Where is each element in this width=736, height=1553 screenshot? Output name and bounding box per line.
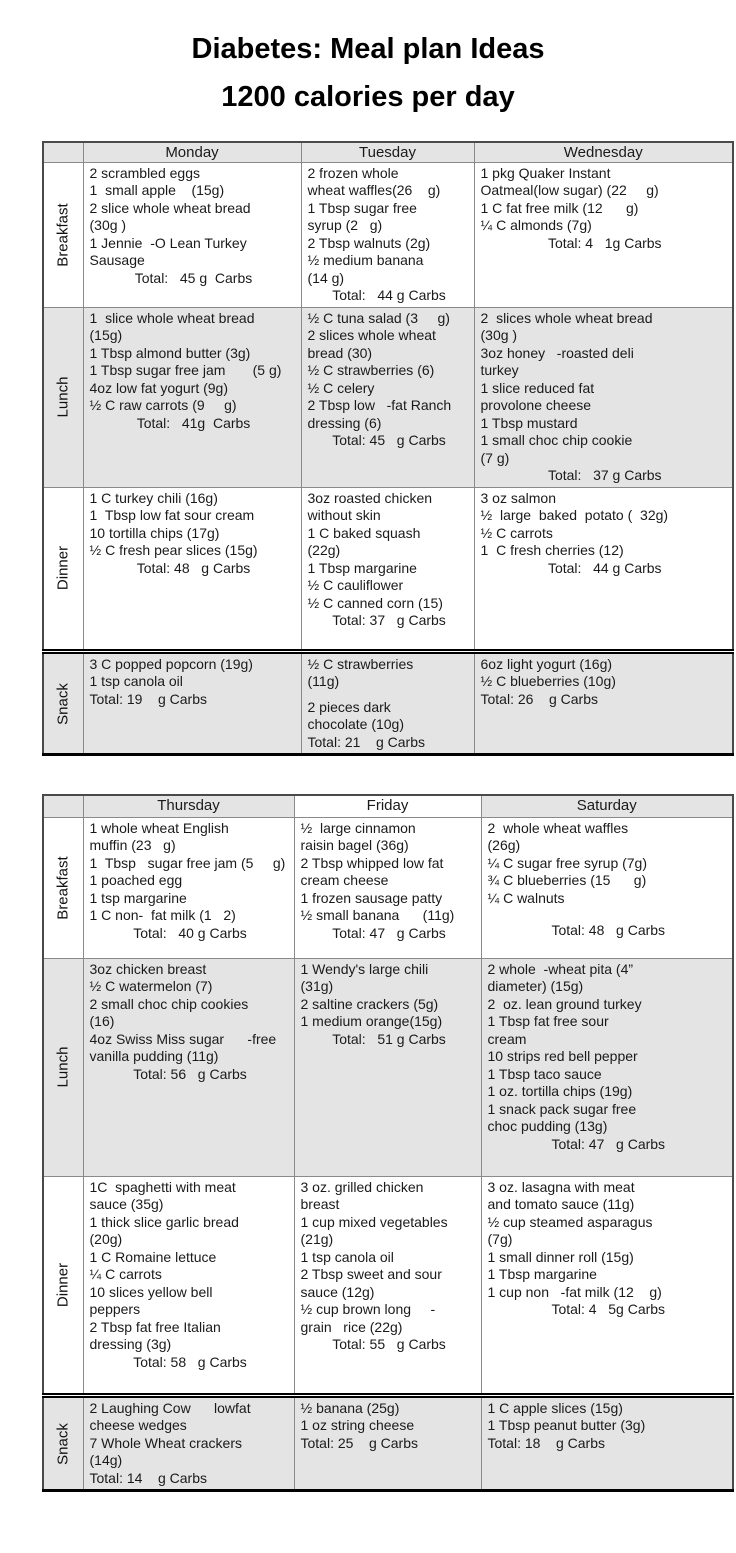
- meal-item: dressing (3g): [89, 1336, 172, 1353]
- meal-item: 1 whole wheat English: [89, 819, 229, 836]
- meal-item: 1 Tbsp margarine: [307, 559, 417, 576]
- row-label-breakfast: Breakfast: [54, 203, 72, 267]
- meal-item: 1 C fat free milk (12 g): [480, 199, 639, 216]
- total-carbs: Total: 26 g Carbs: [480, 690, 599, 707]
- wednesday-dinner-cell: [474, 487, 733, 651]
- meal-item: (15g): [89, 327, 123, 344]
- meal-item: ½ C canned corn (15): [307, 594, 443, 611]
- total-carbs: Total: 18 g Carbs: [487, 1434, 606, 1451]
- meal-item: 1 Tbsp sugar free jam (5 g): [89, 362, 282, 379]
- row-label-snack: Snack: [54, 1422, 72, 1465]
- meal-item: ¼ C carrots: [89, 1266, 162, 1283]
- row-label-cell: [43, 487, 83, 651]
- meal-item: cream cheese: [300, 872, 389, 889]
- meal-item: and tomato sauce (11g): [487, 1196, 635, 1213]
- meal-item: 2 frozen whole: [307, 164, 399, 181]
- wednesday-breakfast-cell: [474, 162, 733, 307]
- meal-item: 1 slice whole wheat bread: [89, 309, 255, 326]
- meal-item: 3 C popped popcorn (19g): [89, 655, 253, 672]
- total-carbs: Total: 51 g Carbs: [332, 1030, 446, 1047]
- meal-item: muffin (23 g): [89, 837, 176, 854]
- total-carbs: Total: 37 g Carbs: [332, 612, 446, 629]
- row-label-cell: [43, 651, 83, 755]
- wednesday-lunch-cell: [474, 307, 733, 487]
- meal-item: 1 small apple (15g): [89, 182, 225, 199]
- meal-item: 1 Tbsp mustard: [480, 414, 578, 431]
- row-label-snack: Snack: [54, 682, 72, 725]
- meal-item: 2 saltine crackers (5g): [300, 995, 439, 1012]
- monday-breakfast-cell: [83, 162, 301, 307]
- meal-item: 1 Tbsp peanut butter (3g): [487, 1417, 646, 1434]
- meal-item: 10 slices yellow bell: [89, 1283, 213, 1300]
- saturday-snack-cell: [481, 1395, 733, 1491]
- meal-item: 2 Tbsp fat free Italian: [89, 1318, 221, 1335]
- meal-item: (21g): [300, 1231, 334, 1248]
- total-carbs: Total: 44 g Carbs: [332, 287, 446, 304]
- meal-item: cream: [487, 1030, 527, 1047]
- meal-item: 7 Whole Wheat crackers: [89, 1434, 242, 1451]
- monday-dinner-cell: [83, 487, 301, 651]
- thursday-snack-cell: [83, 1395, 294, 1491]
- meal-item: 1 Tbsp fat free sour: [487, 1013, 609, 1030]
- meal-item: ½ cup brown long -: [300, 1301, 436, 1318]
- meal-item: 1 poached egg: [89, 872, 183, 889]
- day-header-thursday: Thursday: [83, 795, 294, 817]
- meal-item: provolone cheese: [480, 397, 592, 414]
- saturday-lunch-cell: [481, 958, 733, 1176]
- meal-plan-table: [42, 141, 734, 757]
- total-carbs: Total: 55 g Carbs: [332, 1336, 446, 1353]
- meal-item: ½ C watermelon (7): [89, 978, 213, 995]
- meal-item: (14 g): [307, 269, 345, 286]
- row-label-cell: [43, 817, 83, 958]
- meal-item: ½ large cinnamon: [300, 819, 416, 836]
- meal-item: 1 Tbsp margarine: [487, 1266, 597, 1283]
- meal-item: 1 tsp canola oil: [89, 673, 183, 690]
- meal-item: ½ C raw carrots (9 g): [89, 397, 237, 414]
- meal-item: 3 oz. grilled chicken: [300, 1178, 424, 1195]
- meal-item: 2 Tbsp whipped low fat: [300, 854, 444, 871]
- meal-item: 1 Jennie -O Lean Turkey: [89, 234, 247, 251]
- total-carbs: Total: 45 g Carbs: [134, 269, 253, 286]
- meal-item: ½ C fresh pear slices (15g): [89, 542, 258, 559]
- meal-item: (30g ): [89, 217, 127, 234]
- meal-item: ½ C strawberries: [307, 655, 414, 672]
- meal-item: grain rice (22g): [300, 1318, 403, 1335]
- meal-item: (7 g): [480, 449, 510, 466]
- page-subtitle: 1200 calories per day: [221, 81, 515, 114]
- row-label-cell: [43, 307, 83, 487]
- total-carbs: Total: 4 1g Carbs: [547, 234, 662, 251]
- meal-table-2: [42, 794, 736, 1492]
- total-carbs: Total: 4 5g Carbs: [551, 1301, 666, 1318]
- tuesday-snack-cell: [301, 651, 474, 755]
- meal-item: diameter) (15g): [487, 978, 584, 995]
- total-carbs: Total: 45 g Carbs: [332, 432, 446, 449]
- meal-item: 1 thick slice garlic bread: [89, 1213, 239, 1230]
- total-carbs: Total: 47 g Carbs: [332, 924, 446, 941]
- meal-item: 2 pieces dark: [307, 698, 391, 715]
- meal-item: (14g): [89, 1452, 123, 1469]
- meal-item: wheat waffles(26 g): [307, 182, 441, 199]
- corner-cell: [43, 795, 83, 817]
- meal-item: breast: [300, 1196, 340, 1213]
- meal-item: (22g): [307, 542, 341, 559]
- meal-plan-table: [42, 794, 734, 1492]
- meal-item: Sausage: [89, 252, 145, 269]
- day-header-friday: Friday: [294, 795, 481, 817]
- meal-item: 6oz light yogurt (16g): [480, 655, 613, 672]
- day-header-monday: Monday: [83, 142, 301, 163]
- meal-item: sauce (35g): [89, 1196, 164, 1213]
- total-carbs: Total: 48 g Carbs: [551, 922, 666, 939]
- meal-item: 1 C turkey chili (16g): [89, 489, 218, 506]
- meal-item: 3 oz. lasagna with meat: [487, 1178, 635, 1195]
- friday-snack-cell: [294, 1395, 481, 1491]
- meal-item: 1 tsp canola oil: [300, 1248, 394, 1265]
- meal-item: 1 tsp margarine: [89, 889, 187, 906]
- thursday-breakfast-cell: [83, 817, 294, 958]
- meal-table-1: [42, 141, 736, 757]
- meal-item: 2 Tbsp sweet and sour: [300, 1266, 442, 1283]
- meal-item: syrup (2 g): [307, 217, 383, 234]
- meal-item: ¾ C blueberries (15 g): [487, 872, 647, 889]
- meal-item: cheese wedges: [89, 1417, 187, 1434]
- friday-lunch-cell: [294, 958, 481, 1176]
- meal-item: 1 C fresh cherries (12): [480, 542, 624, 559]
- meal-item: 1 pkg Quaker Instant: [480, 164, 611, 181]
- day-header-wednesday: Wednesday: [474, 142, 733, 163]
- meal-item: 1C spaghetti with meat: [89, 1178, 236, 1195]
- total-carbs: Total: 41g Carbs: [136, 414, 251, 431]
- meal-item: chocolate (10g): [307, 716, 405, 733]
- row-label-cell: [43, 958, 83, 1176]
- meal-item: 1 Wendy's large chili: [300, 960, 429, 977]
- day-header-saturday: Saturday: [481, 795, 733, 817]
- page-title: Diabetes: Meal plan Ideas: [191, 33, 545, 65]
- saturday-dinner-cell: [481, 1176, 733, 1395]
- meal-item: choc pudding (13g): [487, 1118, 608, 1135]
- meal-item: (30g ): [480, 327, 518, 344]
- meal-item: 1 medium orange(15g): [300, 1013, 443, 1030]
- meal-item: 4oz Swiss Miss sugar -free: [89, 1030, 277, 1047]
- meal-item: 1 C apple slices (15g): [487, 1399, 623, 1416]
- meal-item: 2 slices whole wheat: [307, 327, 436, 344]
- meal-item: 1 slice reduced fat: [480, 379, 595, 396]
- total-carbs: Total: 40 g Carbs: [133, 924, 247, 941]
- meal-item: peppers: [89, 1301, 141, 1318]
- meal-item: 2 whole wheat waffles: [487, 819, 629, 836]
- row-label-cell: [43, 1176, 83, 1395]
- meal-item: ½ large baked potato ( 32g): [480, 507, 669, 524]
- meal-item: 1 cup non -fat milk (12 g): [487, 1283, 662, 1300]
- thursday-lunch-cell: [83, 958, 294, 1176]
- saturday-breakfast-cell: [481, 817, 733, 958]
- total-carbs: Total: 19 g Carbs: [89, 690, 208, 707]
- meal-item: (26g): [487, 837, 521, 854]
- total-carbs: Total: 48 g Carbs: [136, 559, 251, 576]
- meal-item: ½ small banana (11g): [300, 907, 455, 924]
- meal-item: 1 small dinner roll (15g): [487, 1248, 634, 1265]
- meal-item: ¼ C walnuts: [487, 889, 565, 906]
- meal-item: (7g): [487, 1231, 513, 1248]
- meal-item: 3oz roasted chicken: [307, 489, 433, 506]
- meal-item: 3 oz salmon: [480, 489, 556, 506]
- thursday-dinner-cell: [83, 1176, 294, 1395]
- meal-item: 1 Tbsp sugar free jam (5 g): [89, 854, 286, 871]
- meal-item: 2 slices whole wheat bread: [480, 309, 653, 326]
- meal-item: ¼ C sugar free syrup (7g): [487, 854, 648, 871]
- row-label-cell: [43, 1395, 83, 1491]
- meal-item: ½ C tuna salad (3 g): [307, 309, 450, 326]
- meal-item: (11g): [307, 673, 340, 690]
- meal-item: sauce (12g): [300, 1283, 375, 1300]
- row-label-lunch: Lunch: [54, 1046, 72, 1088]
- friday-dinner-cell: [294, 1176, 481, 1395]
- row-label-lunch: Lunch: [54, 376, 72, 418]
- corner-cell: [43, 142, 83, 163]
- tuesday-dinner-cell: [301, 487, 474, 651]
- meal-item: 1 Tbsp taco sauce: [487, 1065, 602, 1082]
- tuesday-lunch-cell: [301, 307, 474, 487]
- meal-item: ¼ C almonds (7g): [480, 217, 592, 234]
- meal-item: dressing (6): [307, 414, 382, 431]
- meal-item: 1 frozen sausage patty: [300, 889, 443, 906]
- meal-item: 10 strips red bell pepper: [487, 1048, 638, 1065]
- meal-item: 2 scrambled eggs: [89, 164, 201, 181]
- meal-item: 4oz low fat yogurt (9g): [89, 379, 229, 396]
- total-carbs: Total: 56 g Carbs: [133, 1065, 247, 1082]
- meal-item: 1 C Romaine lettuce: [89, 1248, 217, 1265]
- meal-item: 1 cup mixed vegetables: [300, 1213, 448, 1230]
- meal-item: 1 snack pack sugar free: [487, 1100, 637, 1117]
- meal-item: turkey: [480, 362, 519, 379]
- meal-item: 2 Laughing Cow lowfat: [89, 1399, 251, 1416]
- row-label-dinner: Dinner: [54, 1262, 72, 1307]
- meal-item: 2 Tbsp walnuts (2g): [307, 234, 431, 251]
- meal-item: 1 C non- fat milk (1 2): [89, 907, 236, 924]
- meal-item: 2 small choc chip cookies: [89, 995, 249, 1012]
- total-carbs: Total: 47 g Carbs: [551, 1135, 666, 1152]
- meal-item: Oatmeal(low sugar) (22 g): [480, 182, 659, 199]
- meal-item: ½ C celery: [307, 379, 375, 396]
- total-carbs: Total: 14 g Carbs: [89, 1469, 208, 1486]
- meal-item: bread (30): [307, 344, 373, 361]
- total-carbs: Total: 21 g Carbs: [307, 733, 426, 750]
- meal-item: 1 Tbsp almond butter (3g): [89, 344, 251, 361]
- wednesday-snack-cell: [474, 651, 733, 755]
- meal-item: 3oz chicken breast: [89, 960, 207, 977]
- meal-item: 10 tortilla chips (17g): [89, 524, 220, 541]
- meal-item: (31g): [300, 978, 334, 995]
- monday-snack-cell: [83, 651, 301, 755]
- meal-item: ½ banana (25g): [300, 1399, 400, 1416]
- meal-item: ½ C strawberries (6): [307, 362, 435, 379]
- meal-item: without skin: [307, 507, 381, 524]
- row-label-dinner: Dinner: [54, 546, 72, 591]
- meal-item: 1 Tbsp low fat sour cream: [89, 507, 255, 524]
- meal-item: (16): [89, 1013, 115, 1030]
- meal-item: 2 slice whole wheat bread: [89, 199, 251, 216]
- meal-item: ½ C blueberries (10g): [480, 673, 616, 690]
- meal-item: 2 oz. lean ground turkey: [487, 995, 642, 1012]
- meal-item: ½ cup steamed asparagus: [487, 1213, 653, 1230]
- meal-item: ½ medium banana: [307, 252, 424, 269]
- meal-item: 1 Tbsp sugar free: [307, 199, 417, 216]
- meal-item: 2 Tbsp low -fat Ranch: [307, 397, 452, 414]
- total-carbs: Total: 37 g Carbs: [547, 467, 662, 484]
- total-carbs: Total: 58 g Carbs: [133, 1353, 247, 1370]
- friday-breakfast-cell: [294, 817, 481, 958]
- tuesday-breakfast-cell: [301, 162, 474, 307]
- meal-item: 1 C baked squash: [307, 524, 421, 541]
- meal-item: (20g): [89, 1231, 123, 1248]
- row-label-cell: [43, 162, 83, 307]
- day-header-tuesday: Tuesday: [301, 142, 474, 163]
- row-label-breakfast: Breakfast: [54, 856, 72, 920]
- meal-item: 1 oz string cheese: [300, 1417, 415, 1434]
- meal-item: 3oz honey -roasted deli: [480, 344, 634, 361]
- meal-item: 1 oz. tortilla chips (19g): [487, 1083, 633, 1100]
- meal-item: ½ C carrots: [480, 524, 553, 541]
- total-carbs: Total: 25 g Carbs: [300, 1434, 419, 1451]
- total-carbs: Total: 44 g Carbs: [547, 559, 662, 576]
- meal-item: raisin bagel (36g): [300, 837, 409, 854]
- meal-item: 2 whole -wheat pita (4”: [487, 960, 634, 977]
- monday-lunch-cell: [83, 307, 301, 487]
- meal-item: 1 small choc chip cookie: [480, 432, 633, 449]
- meal-item: vanilla pudding (11g): [89, 1048, 219, 1065]
- meal-item: ½ C cauliflower: [307, 577, 404, 594]
